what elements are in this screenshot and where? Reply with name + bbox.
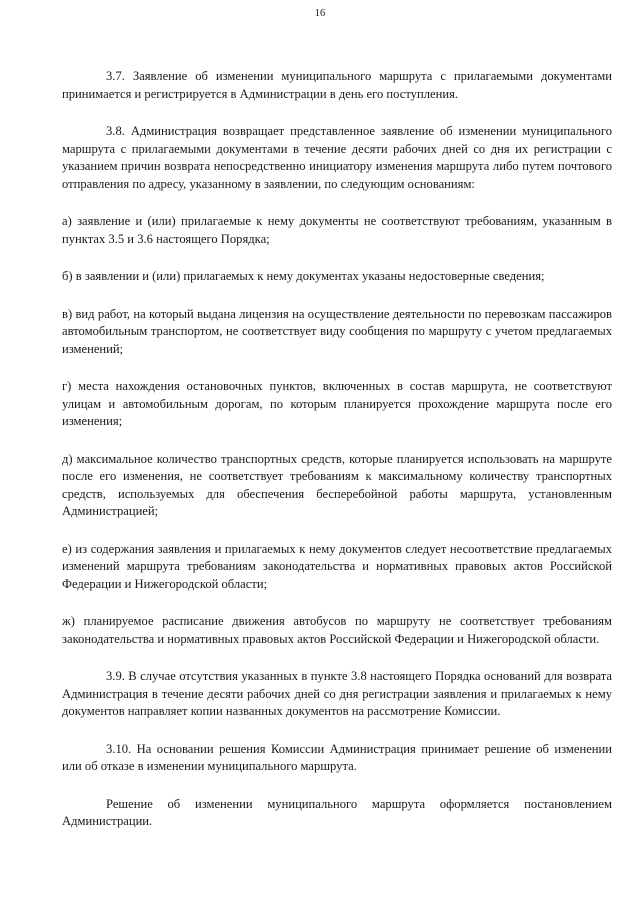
paragraph-3-8: 3.8. Администрация возвращает представленное заявление об изменении муниципального маршрута с прилагаемыми документами в течение десяти рабочих дней со дня их регистрации с указанием причин возврата непосредственно инициатору изменения маршрута либо путем почтового отправления по адресу, указанному в заявлении, по следующим основаниям: xyxy=(62,124,612,191)
paragraph-3-10: 3.10. На основании решения Комиссии Администрация принимает решение об изменении или об отказе в изменении муниципального маршрута. xyxy=(62,741,612,773)
list-item-g: г) места нахождения остановочных пунктов, включенных в состав маршрута, не соответствуют улицам и автомобильным дорогам, по которым планируется прохождение маршрута после его изменения; xyxy=(62,379,612,428)
paragraph-decision: Решение об изменении муниципального маршрута оформляется постановлением Администрации. xyxy=(62,796,612,828)
list-item-v: в) вид работ, на который выдана лицензия на осуществление деятельности по перевозкам пассажиров автомобильным транспортом, не соответствует виду сообщения по маршруту с учетом предлагаемых изменений; xyxy=(62,306,612,356)
list-item-a: а) заявление и (или) прилагаемые к нему документы не соответствуют требованиям, указанным в пунктах 3.5 и 3.6 настоящего Порядка; xyxy=(62,214,612,246)
page-number: 16 xyxy=(314,8,326,19)
list-item-zh: ж) планируемое расписание движения автобусов по маршруту не соответствует требованиям законодательства и нормативных правовых актов Российской Федерации и Нижегородской области. xyxy=(62,614,612,646)
list-item-d: д) максимальное количество транспортных средств, которые планируется использовать на маршруте после его изменения, не соответствует требованиям к максимальному количеству транспортных средств, используемых для обеспечения бесперебойной работы маршрута, установленным Администрацией; xyxy=(62,451,612,518)
paragraph-3-7: 3.7. Заявление об изменении муниципального маршрута с прилагаемыми документами принимается и регистрируется в Администрации в день его поступления. xyxy=(62,69,612,101)
list-item-e: е) из содержания заявления и прилагаемых к нему документов следует несоответствие предлагаемых изменений маршрута требованиям законодательства и нормативных правовых актов Российской Федерации и Нижегородской области; xyxy=(62,541,612,591)
list-item-b: б) в заявлении и (или) прилагаемых к нему документах указаны недостоверные сведения; xyxy=(62,269,545,283)
paragraph-3-9: 3.9. В случае отсутствия указанных в пункте 3.8 настоящего Порядка оснований для возврата Администрация в течение десяти рабочих дней со дня регистрации заявления и прилагаемых к нему документов направляет копии названных документов на рассмотрение Комиссии. xyxy=(62,669,612,718)
document-body xyxy=(62,68,612,851)
